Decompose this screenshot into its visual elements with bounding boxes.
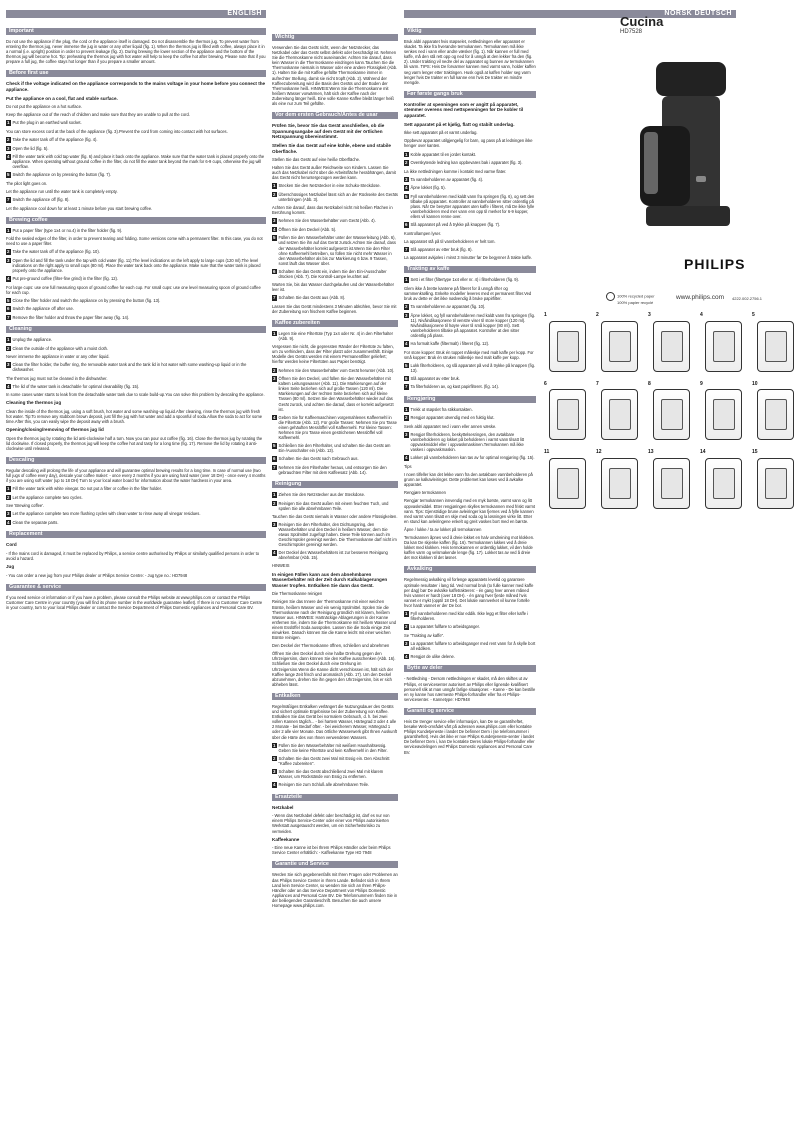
- step-note: Let the appliance run until the water tank is completely empty.: [6, 188, 118, 194]
- before-item-2: Put the appliance on a cool, flat and stable surface.: [6, 95, 118, 101]
- step: 2 Let the appliance complete two cycles.: [7, 494, 83, 500]
- step-note: La apparatet stå på til vannbeholderen er helt tom.: [404, 238, 496, 244]
- paragraph: - Nettledning - Dersom nettledningen er skadet, må den skiftes ut av Philips, et servicesenter autorisert av Philips eller lignende kvalifisert personell slik at man unngår farlige situasjoner. - Kanne - De kan bestille en ny kanne hos nærmeste Philips-forhandler eller fra et Philips-servicesenter. - Kannetype: HD7948: [404, 676, 536, 702]
- list-item: Stellen Sie das Gerät auf eine kühle, ebene und stabile Oberfläche.: [272, 142, 391, 154]
- step: 2 Reinigen Sie das Gerät außen mit einem feuchten Tuch, und spülen Sie alle abnehmbaren Teile.: [273, 500, 389, 511]
- step: 2 Take the water tank off of the appliance (fig. 4).: [7, 137, 98, 143]
- section-vor-dem-ersten-gebrauch: Vor dem ersten Gebrauch/Antes de usar: [272, 112, 398, 119]
- step: 1 Trekk ut støpslet fra stikkontakten.: [405, 406, 473, 412]
- figure-grid: [544, 312, 798, 512]
- section-garantie: Garantie und Service: [272, 861, 398, 868]
- subheading: Åpne / lukke / ta av lokket på termokannen: [404, 526, 482, 532]
- section-reinigung: Reinigung: [272, 481, 398, 488]
- section-garanti: Garanti og service: [404, 708, 536, 715]
- figure: 9: [700, 381, 746, 444]
- language-bar-norsk: NORSK DEUTSCH: [404, 10, 736, 18]
- step-note: Let the appliance cool down for at least 1 minute before you start brewing coffee.: [6, 205, 153, 211]
- product-name: Cucina: [620, 14, 664, 29]
- philips-logo: PHILIPS: [684, 256, 746, 272]
- subheading: Jug: [6, 564, 15, 570]
- coffee-maker-image: [626, 56, 746, 236]
- step: 6 Slå apparatet av etter bruk.: [405, 375, 460, 381]
- step: 7 Schalten Sie das Gerät aus (Abb. 8).: [273, 295, 346, 301]
- step: 5 Switch the appliance on by pressing the button (fig. 7).: [7, 172, 112, 178]
- step-note: The pilot light goes on.: [6, 180, 48, 186]
- figure: 15: [752, 449, 798, 512]
- section-brewing: Brewing coffee: [6, 217, 266, 224]
- step: 4 Åpne lokket (fig. 5).: [405, 185, 446, 191]
- paragraph: Regelmessig avkalking vil forlenge apparatets levetid og garantere optimale resultater i lang tid. Ved normal bruk (to fulle kanner med kaffe per dag) bør De avkalke kaffetrakteren: - én gang hver annen måned hvis vannet er hardt (over 18 DH). - én gang hver fjerde måned hvis vannet er mykt (opptil 18 DH). Det lokale vannverket vil kunne fortelle hvor hardt vannet er der De bor.: [404, 577, 534, 608]
- step: 4 Öffnen Sie den Deckel (Abb. 5).: [273, 226, 337, 232]
- figure: 6: [544, 381, 590, 444]
- recycle-icon: [606, 292, 615, 301]
- step-note: Warten Sie, bis das Wasser durchgelaufen und der Wasserbehälter leer ist.: [272, 282, 394, 293]
- part-number: 4222.002.2756.1: [732, 296, 763, 301]
- step: 4 Fill the water tank with cold tap water (fig. 6) and place it back onto the appliance. Make sure that the water tank is placed properly onto the appliance. When operating without ground coffee in the filter, do not fill the water tank beyond the mark for 6-9 cups, otherwise the jug will overflow.: [7, 154, 265, 170]
- paragraph: - You can order a new jug from your Philips dealer or Philips Service Centre: - Jug type no.: HD7948: [6, 572, 188, 578]
- step-note: Fold the sealed edges of the filter, in order to prevent tearing and folding. Some versions come with a permanent filter. In this case, you do not need to use a paper filter.: [6, 236, 263, 247]
- step: 3 Open the lid (fig. 5).: [7, 145, 49, 151]
- step-note: La ikke nettledningen komme i kontakt med varme flater.: [404, 168, 507, 174]
- paragraph: - Wenn das Netzkabel defekt oder beschädigt ist, darf es nur von einem Philips Service-Center oder einer von Philips autorisierten Werkstatt ausgetauscht werden, um ein Sicherheitsrisiko zu vermeiden.: [272, 813, 390, 834]
- language-bar-english: ENGLISH: [6, 10, 266, 18]
- step-note: Vergessen Sie nicht, die gepressten Ränder der Filtertüte zu falten, um zu verhindern, dass der Filter platzt oder zusammenfällt. Einige Modelle des Geräts werden mit einem Permanentfilter geliefert; hierfür werden keine Filtertüten aus Papier benötigt.: [272, 344, 394, 365]
- subheading: Kaffeekanne: [272, 836, 300, 842]
- step-note: Senk aldri apparatet ned i vann eller annen væske.: [404, 423, 497, 429]
- step: 4 Geben Sie für Kaffeemaschinen vorgemahlenes Kaffeemehl in die Filtertüte (Abb. 12). Für große Tassen: Nehmen Sie pro Tasse einen gehäuften Messlöffel voll Kaffeemehl. Für kleine Tassen: Nehmen Sie pro Tasse einen gestrichenen Messlöffel voll Kaffeemehl.: [273, 414, 397, 441]
- step: 1 Put a paper filter (type 1x4 or no.4) in the filter holder (fig. 9).: [7, 227, 123, 233]
- section-entkalken: Entkalken: [272, 693, 398, 700]
- paragraph: Hvis De trenger service eller informasjon, kan De se garantiheftet, besøke Web-området vårt på adressen www.philips.com eller kontakte Philips Kundetjeneste i landet De befinner Dem i (se telefonnummer i garantiheftet). Hvis det ikke er noe Philips Kundetjeneste-senter i landet De befinner Dem i, kan De kontakte Deres lokale Philips-forhandler eller serviceavdelingen ved Philips Domestic Appliances and Personal Care BV.: [404, 718, 535, 755]
- paragraph: Clean the inside of the thermos jug, using a soft brush, hot water and some washing-up liquid.After cleaning, rinse the thermos jug with fresh hot water. Tip:To remove any stubborn brown deposit, just fill the jug with hot water and add a spoonful of soda.Allow the soda to act for some time.After this, you can easily wipe the deposit away with a brush.: [6, 408, 263, 424]
- step-note: In some cases water starts to leak from the detachable water tank due to scale build-up.You can solve this problem by descaling the appliance.: [6, 392, 265, 398]
- step: 2 Clean the outside of the appliance with a moist cloth.: [7, 345, 109, 351]
- paragraph: Rengjør termokannen innvendig med en myk børste, varmt vann og litt oppvaskmiddel. Etter rengjøringen skylles termokannen med friskt varmt vann. Tips: Gjenstridige brune avleiringer kan fjernes ved å fylle kannen med varmt vann tilsatt en skje med soda og la løsningen virke litt. Etter en stund kan avleiringene enkelt og greit vaskes bort med en børste.: [404, 498, 536, 524]
- section-viktig: Viktig: [404, 28, 536, 35]
- step: 2 Überschüssiges Netzkabel lässt sich an der Rückseite des Geräts unterbringen (Abb. 3).: [273, 191, 398, 203]
- step: 2 Overskytende ledning kan oppbevares bak i apparatet (fig. 3).: [405, 160, 523, 165]
- step: 3 Åpne lokket, og fyll vannbeholderen med kaldt vann fra springen (fig. 11). Nivåindikasjonene til venstre viser til store kopper (120 ml). Nivåindikasjonene til høyre viser til små kopper (80 ml). Sett vannbeholderen tilbake på apparatet. Kontroller at den sitter ordentlig på plass.: [405, 312, 535, 338]
- list-item: Prüfen Sie, bevor Sie das Gerät anschließen, ob die Spannungsangabe auf dem Gerät mit der örtlichen Netzspannung übereinstimmt.: [272, 123, 385, 140]
- figure: 7: [596, 381, 642, 444]
- step: 4 Der Deckel des Wasserbehälters ist zur besseren Reinigung abnehmbar (Abb. 15).: [273, 550, 388, 561]
- step: 7 Switch the appliance off (fig. 8).: [7, 197, 70, 202]
- step: 7 Slå apparatet av etter bruk (fig. 8).: [405, 246, 473, 252]
- figure: 13: [648, 449, 694, 512]
- step: 1 Fyll vannbeholderen med klar eddik. Ikke legg et filter eller kaffe i filterholderen.: [405, 611, 529, 622]
- figure: 4: [700, 312, 746, 375]
- section-forste-gangs-bruk: Før første gangs bruk: [404, 91, 536, 98]
- paragraph: Verwenden Sie das Gerät nicht, wenn der Netzstecker, das Netzkabel oder das Gerät selbst defekt oder beschädigt ist. Nehmen Sie die Thermoskanne nicht auseinander. Achten Sie darauf, dass kein Wasser in die Thermoskanne eindringen kann.Tauchen Sie die Thermoskanne niemals in Wasser oder eine andere Flüssigkeit (Abb. 1). Halten Sie die mit Kaffee gefüllte Thermoskanne immer in aufrechter Stellung, damit sie nicht tropft (Abb. 2). Während der Kaffeezubereitung wird die Basis des Geräts und der Boden der Thermoskanne heiß. HINWEIS:Wenn Sie die Thermoskanne mit heißem Wasser vorwärmen, hält sich der Kaffee nach der Zubereitung länger heiß. Eine volle Kanne Kaffee bleibt länger heiß als eine nur zum Teil gefüllte.: [272, 45, 398, 107]
- website-url: www.philips.com: [676, 294, 725, 301]
- step: 3 Clean the filter holder, the buffer ring, the removable water tank and the tank lid in hot water with some washing-up liquid or in the dishwasher.: [7, 362, 247, 373]
- list-item: Sett apparatet på et kjølig, flatt og stabilt underlag.: [404, 121, 515, 127]
- step-note: Achten Sie darauf, dass das Netzkabel nicht mit heißen Flächen in Berührung kommt.: [272, 205, 393, 216]
- section-ersatzteile: Ersatzteile: [272, 794, 398, 801]
- step: 2 Take the water tank off of the appliance (fig. 10).: [7, 249, 100, 255]
- paragraph: In einigen Fällen kann aus dem abnehmbaren Wasserbehälter mit der Zeit durch Kalkablagerungen Wasser tropfen. Entkalken Sie dann das Gerät.: [272, 571, 388, 588]
- step: 6 Slå apparatet på ved å trykke på knappen (fig. 7).: [405, 222, 501, 228]
- step: 2 Ta vannbeholderen av apparatet (fig. 10).: [405, 304, 486, 310]
- step-note: Lassen Sie das Gerät mindestens 3 Minuten abkühlen, bevor Sie mit der Zubereitung von frischem Kaffee beginnen.: [272, 303, 397, 314]
- step-note: La apparatet avkjøles i minst 3 minutter før De begynner å trakte kaffe.: [404, 255, 533, 261]
- step-note: The thermos jug must not be cleaned in the dishwasher.: [6, 375, 108, 381]
- step: 2 La apparatet fullføre to arbeidsganger.: [405, 624, 480, 630]
- step: 5 Schließen Sie den Filterhalter, und schalten Sie das Gerät am Ein-/Ausschalter ein (Abb. 13).: [273, 443, 391, 454]
- step: 1 Koble apparatet til en jordet kontakt.: [405, 151, 477, 157]
- paragraph: Termokannen åpnes ved å dreie lokket en halv omdreining mot klokken. Da kan De skjenke kaffen (fig. 16). Termokannen lukkes ved å dreie lokket med klokken. Hvis termokannen er ordentlig lukket, vil den holde kaffen varm og velsmakende lenge (fig. 17). Lokket tas av ved å dreie det mot klokken til det løsner.: [404, 534, 535, 561]
- section-rengjoring: Rengjøring: [404, 396, 536, 403]
- figure: 12: [596, 449, 642, 512]
- step: 5 Füllen Sie den Wasserbehälter unter der Wasserleitung (Abb. 6), und setzen Sie ihn auf das Gerät zurück.Achten Sie darauf, dass der Wasserbehälter korrekt aufgesetzt ist.Wenn Sie den Filter ohne Kaffeemehl betreiben, so füllen Sie nicht mehr Wasser in den Wasserbehälter als bis zur Markierung 6 bzw. 9 Tassen, sonst läuft das Wasser über.: [273, 235, 396, 266]
- step-note: For store kopper: Bruk én toppet måleskje med malt kaffe per kopp. For små kopper: Bruk én struken måleskje med malt kaffe per kopp.: [404, 349, 534, 360]
- step: 5 Lukk filterholderen, og slå apparatet på ved å trykke på knappen (fig. 13).: [405, 362, 535, 373]
- step: 2 Nehmen Sie den Wasserbehälter vom Gerät herunter (Abb. 10).: [273, 367, 395, 373]
- paragraph: - If the mains cord is damaged, it must be replaced by Philips, a service centre authorised by Philips or similarly qualified persons in order to avoid a hazard.: [6, 550, 260, 562]
- paragraph: - Eine neue Kanne ist bei Ihrem Philips Händler oder beim Philips Service Center erhältlich: - Kaffeekanne Type HD 7948: [272, 845, 391, 856]
- english-column: [6, 10, 266, 613]
- model-number: HD7528: [620, 29, 643, 35]
- section-guarantee: Guarantee & service: [6, 584, 266, 591]
- section-before-first-use: Before first use: [6, 70, 266, 77]
- step: 6 Schalten Sie das Gerät ein, indem Sie den Ein-/Ausschalter drücken (Abb. 7). Die Kontroll-Lampe leuchtet auf.: [273, 268, 387, 279]
- subheading: Opening/closing/removing of thermos jug lid: [6, 427, 104, 433]
- step: 3 Reinigen Sie den Filterhalter, den Dichtungsring, den Wasserbehälter und den Deckel in heißem Wasser, dem Sie etwas Spülmittel zugefügt haben. Diese Teile können auch im Geschirrspüler gereinigt werden. Die Thermoskanne darf nicht im Geschirrspüler gereinigt werden.: [273, 521, 397, 548]
- figure: 3: [648, 312, 694, 375]
- step: 3 La apparatet fullføre to arbeidsganger med rent vann for å skylle bort all eddiken.: [405, 640, 536, 651]
- step: 4 Reinigen Sie zum Schluß alle abnehmbaren Teile.: [273, 782, 370, 788]
- deutsch-column: [272, 10, 398, 911]
- step: 1 Fill the water tank with white vinegar. Do not put a filter or coffee in the filter holder.: [7, 486, 162, 492]
- step: 1 Legen Sie eine Filtertüte (Typ 1x4 oder Nr. 4) in den Filterhalter (Abb. 9).: [273, 330, 393, 342]
- step: 3 Schalten Sie das Gerät abschließend zwei Mal mit klarem Wasser, um Rückstände von Essig zu entfernen.: [273, 768, 384, 780]
- paragraph: If you need service or information or if you have a problem, please consult the Philips website at www.philips.com or contact the Philips Customer Care Centre in your country (you will find its phone number in the worldwide guarantee leaflet). If there is no Customer Care Centre in your country, turn to your local Philips dealer or contact the Service Department of Philips Domestic Appliances and Personal Care BV.: [6, 594, 263, 610]
- step: 2 Rengjør apparatet utvendig med en fuktig klut.: [405, 415, 495, 421]
- before-item-4: Keep the appliance out of the reach of children and make sure that they are unable to pull at the cord.: [6, 112, 190, 118]
- step: 6 Switch the appliance off after use.: [7, 306, 74, 312]
- list-item: Oppbevar apparatet utilgjengelig for barn, og pass på at ledningen ikke henger over kanten.: [404, 138, 533, 149]
- step: 3 Ta vannbeholderen av apparatet (fig. 4).: [405, 176, 484, 182]
- step: 5 Close the filter holder and switch the appliance on by pressing the button (fig. 13).: [7, 297, 161, 303]
- subheading: HINWEIS: [272, 563, 290, 569]
- important-text: Do not use the appliance if the plug, the cord or the appliance itself is damaged. Do not disassemble the thermos jug. To prevent water from entering the thermos jug, never immerse the jug in water or any other liquid (fig. 1). When the thermos jug is filled with coffee, always place it in a normal (i.e. upright) position in order to prevent leakage (fig. 2). During brewing the lower section of the appliance and the bottom of the thermos jug will become hot. Tip: preheating the thermos jug with hot water will help to keep the coffee hot after brewing. Please note that if you prepare a full jug, the coffee stays hot longer than if you prepare a smaller amount.: [6, 39, 266, 65]
- before-item-3: Do not put the appliance on a hot surface.: [6, 104, 83, 110]
- step: 4 Rengjør de ulike delene.: [405, 653, 455, 659]
- step: 3 Nehmen Sie den Wasserbehälter vom Gerät (Abb. 4).: [273, 218, 376, 224]
- step: 5 Fyll vannbeholderen med kaldt vann fra springen (fig. 6), og sett den tilbake på apparatet. Kontroller at vannbeholderen sitter ordentlig på plass. Når De benytter apparatet uten kaffe i filteret, må De ikke fylle vannbeholderen med mer vann enn opp til merket for 6-9 kopper, ellers vil kannen renne over.: [405, 193, 535, 219]
- section-trakting: Trakting av kaffe: [404, 266, 536, 273]
- subheading: Die Thermoskanne reinigen: [272, 591, 323, 597]
- paragraph: Regelmäßiges Entkalken verlängert die Nutzungsdauer des Geräts und sichert optimale Ergebnisse bei der Zubereitung von Kaffee. Entkalken Sie das Gerät bei normalem Gebrauch, d. h. bei zwei vollen Kannen täglich... - bei hartem Wasser, Härtegrad 3 oder 4 alle 2 Monate - bei Bedarf öfter. - bei weicherem Wasser, Härtegrad 1 oder 2 alle vier Monate. Das örtliche Wasserwerk gibt Ihnen Auskunft über die Härte des von Ihnen verwendeten Wassers.: [272, 703, 397, 740]
- step: 4 Put pre-ground coffee (filter-fine grind) in the filter (fig. 12).: [7, 276, 119, 282]
- step: 4 The lid of the water tank is detachable for optimal cleanability (fig. 15).: [7, 383, 140, 389]
- paragraph: Reinigen Sie das Innere der Thermoskanne mit einer weichen Bürste, heißem Wasser und ein wenig Spülmittel. Spülen Sie die Thermoskanne nach der Reinigung gründlich mit klarem, heißem Wasser aus. HINWEIS: Hartnäckige Ablagerungen in der Kanne entfernen Sie, indem Sie die Thermoskanne mit heißem Wasser und einem Esslöffel Soda ausspülen. Lassen Sie die Soda einige Zeit einwirken. Danach können Sie die Kanne leicht mit einer weichen Bürste reinigen.: [272, 599, 397, 641]
- step-note: Tauchen Sie das Gerät niemals in Wasser oder andere Flüssigkeiten.: [272, 513, 398, 519]
- step: 3 Let the appliance complete two more flushing cycles with clean water to rinse away all vinegar residues.: [7, 511, 201, 517]
- section-cleaning: Cleaning: [6, 326, 266, 333]
- step: 6 Schalten Sie das Gerät nach Gebrauch aus.: [273, 456, 359, 462]
- paragraph: I noen tilfeller kan det lekke vann fra den avtakbare vannbeholderen på grunn av kalkavleiringer. Dette problemet kan løses ved å avkalke apparatet.: [404, 472, 533, 488]
- step: 4 Ha formalt kaffe (filtermalt) i filteret (fig. 12).: [405, 341, 490, 347]
- step-note: See 'Brewing coffee'.: [6, 503, 45, 509]
- step: 1 Füllen Sie den Wasserbehälter mit weißem Haushaltsessig. Geben Sie keine Filtertüte und kein Kaffeemehl in den Filter.: [273, 742, 388, 753]
- step: 4 Lokket på vannbeholderen kan tas av for optimal rengjøring (fig. 15).: [405, 455, 535, 461]
- section-replacement: Replacement: [6, 531, 266, 538]
- figure: 10: [752, 381, 798, 444]
- step: 1 Unplug the appliance.: [7, 337, 53, 343]
- subheading: Netzkabel: [272, 804, 294, 810]
- paragraph: Bruk aldri apparatet hvis støpselet, nettledningen eller apparatet er skadet. Ta ikke fra hverandre termokannen. Termokannen må ikke senkes ned i vann eller andre væsker (fig. 1). Når kannen er full med kaffe, må den stå rett opp og ned for å unngå at den lekker fra den (fig. 2). Under trakting vil nedre del av apparatet og bunnen av termokannen bli varm. TIPS: Hvis De forvarmer kannen med varmt vann, holder kaffen seg varm lenger etter traktingen. Husk også at kaffen holder seg varm lenger hvis De trakter en full kanne enn hvis De trakter en mindre mengde.: [404, 39, 536, 85]
- step-note: Never immerse the appliance in water or any other liquid.: [6, 354, 110, 360]
- step: 7 Nehmen Sie den Filterhalter heraus, und entsorgen Sie den gebrauchten Filter mit dem Kaffeesatz (Abb. 14).: [273, 464, 387, 475]
- step-note: Se "Trakting av kaffe".: [404, 632, 445, 638]
- figure: 5: [752, 312, 798, 375]
- list-item: Halten Sie das Gerät außer Reichweite von Kindern. Lassen Sie auch das Netzkabel nicht über die Arbeitsfläche herabhängen, damit das Gerät nicht heruntergezogen werden kann.: [272, 165, 396, 181]
- list-item: Kontroller at spenningen som er angitt på apparatet, stemmer overens med nettspenningen før De kobler til apparatet.: [404, 101, 524, 119]
- figure: 2: [596, 312, 642, 375]
- section-descaling: Descaling: [6, 457, 266, 464]
- recycle-notice: 100% recycled paper 100% papier recyclé: [606, 292, 655, 306]
- paragraph: Öffnen Sie den Deckel durch eine halbe Drehung gegen den Uhrzeigersinn, dann können Sie den Kaffee ausschenken (Abb. 16). Schließen Sie den Deckel durch eine Drehung im Uhrzeigersinn.Wenn die Kanne dicht verschlossen ist, hält sich der Kaffee lange Zeit frisch und aromatisch (Abb. 17). Um den Deckel abzunehmen, drehen Sie ihn gegen den Uhrzeigersinn, bis er sich abheben lässt.: [272, 651, 396, 687]
- step-note: Glem ikke å brette kantene på filteret for å unngå rifter og sammenkrølling. Enkelte modeller leveres med et permanent filter.Ved bruk av dette er det ikke nødvendig å bruke papirfilter.: [404, 285, 532, 302]
- section-kaffee-zubereiten: Kaffee zubereiten: [272, 320, 398, 327]
- subheading: Cord: [6, 542, 17, 548]
- figure: 8: [648, 381, 694, 444]
- figure: 1: [544, 312, 590, 375]
- subheading: Cleaning the thermos jug: [6, 400, 62, 406]
- subheading: Den Deckel der Thermoskanne öffnen, schließen und abnehmen: [272, 643, 390, 649]
- step-note: You can store excess cord at the back of the appliance (fig. 3).Prevent the cord from coming into contact with hot surfaces.: [6, 128, 228, 134]
- step: 3 Rengjør filterholderen, beskyttelsesringen, den avtakbare vannbeholderen og lokket på beholderen i varmt vann tilsatt litt oppvaskmiddel eller i oppvaskmaskinen.Termokannen må ikke vaskes i oppvaskmaskin.: [405, 432, 525, 453]
- step: 1 Put the plug in an earthed wall socket.: [7, 120, 82, 126]
- subheading: Tips: [404, 463, 412, 469]
- section-avkalking: Avkalking: [404, 566, 536, 573]
- figure: 11: [544, 449, 590, 512]
- step: 1 Sett i et filter (filtertype 1x4 eller nr. 4) i filterholderen (fig. 9).: [405, 277, 520, 283]
- step: 3 Open the lid and fill the tank under the tap with cold water (fig. 11).The level indications on the left apply to large cups (120 ml).The level indications on the right apply to small cups (80 ml). Place the water tank back onto the appliance. Make sure that the water tank is placed properly onto the appliance.: [7, 257, 261, 273]
- paragraph: Werden Sie sich gegebenenfalls mit Ihren Fragen oder Problemen an das Philips Service Center in Ihrem Lande. Befindet sich in Ihrem Land kein Service Center, so wenden Sie sich an Ihren Philips-Händler oder an das Service Department von Philips Domestic Appliances and Personal Care BV. Die Telefonnummern finden Sie in der beiliegenden Garantieschrift. Besuchen Sie auch unsere Homepage www.philips.com.: [272, 872, 398, 908]
- step: 1 Ziehen Sie den Netzstecker aus der Steckdose.: [273, 492, 365, 498]
- section-wichtig: Wichtig: [272, 34, 398, 41]
- step: 1 Stecken Sie den Netzstecker in eine Schuko-Steckdose.: [273, 183, 381, 189]
- step: 3 Öffnen Sie den Deckel, und füllen Sie den Wasserbehälter mit kaltem Leitungswasser (Abb. 11). Die Markierungen auf der linken Seite beziehen sich auf große Tassen (120 ml). Die Markierungen auf der rechten Seite beziehen sich auf kleine Tassen (80 ml). Setzen Sie den Wasserbehälter wieder auf das Gerät zurück, und achten Sie darauf, dass er korrekt aufgesetzt ist.: [273, 376, 394, 412]
- before-item-1: Check if the voltage indicated on the appliance corresponds to the mains voltage in your home before you connect the appliance.: [6, 81, 266, 93]
- step: 4 Clean the separate parts.: [7, 519, 59, 525]
- section-important: Important: [6, 28, 266, 35]
- section-bytte-av-deler: Bytte av deler: [404, 665, 536, 672]
- step: 2 Schalten Sie das Gerät zwei Mal mit Essig ein. Den Abschnitt "Kaffee zubereiten".: [273, 755, 390, 766]
- step: 7 Ta filterholderen av, og kast papirfilteret. (fig. 14).: [405, 384, 499, 390]
- step-note: For large cups: use one full measuring spoon of ground coffee for each cup. For small cups: use one level measuring spoon of ground coffee for each cup.: [6, 284, 261, 295]
- figure: 14: [700, 449, 746, 512]
- list-item: Stellen Sie das Gerät auf eine heiße Oberfläche.: [272, 157, 361, 163]
- paragraph: Regular descaling will prolong the life of your appliance and will guarantee optimal brewing results for a long time. In case of normal use (two full jugs of coffee every day), descale your coffee maker: - once every 2 months if you are using hard water (over 18 DH) - once every 4 months if you are using soft water (up to 18 DH) Turn to your local water board for information about the water hardness in your area.: [6, 467, 266, 484]
- list-item: Ikke sett apparatet på et varmt underlag.: [404, 130, 478, 136]
- step-note: Kontrollampen lyser.: [404, 230, 442, 236]
- step: 7 Remove the filter holder and throw the paper filter away (fig. 14).: [7, 314, 130, 320]
- paragraph: Open the thermos jug by rotating the lid anti-clockwise half a turn. Now you can pour out coffee (fig. 16). Close the thermos jug by rotating the lid clockwise. If closed properly, the thermos jug will keep the coffee hot and tasty for a long time (fig. 17). Remove the lid by rotating it anti-clockwise until released.: [6, 435, 263, 451]
- subheading: Rengjøre termokannen: [404, 490, 446, 496]
